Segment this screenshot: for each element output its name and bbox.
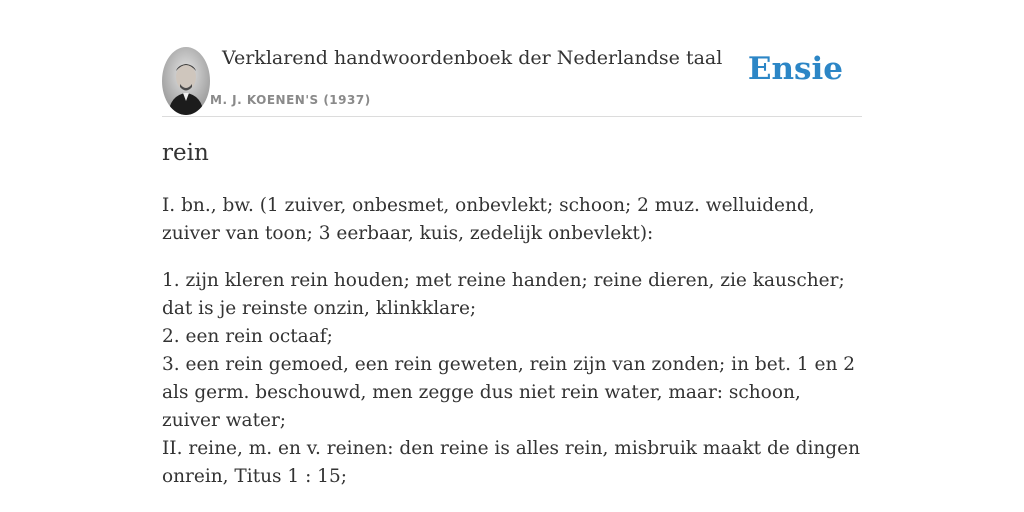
ensie-logo-link[interactable]: Ensie	[747, 51, 843, 87]
site-header	[162, 44, 862, 117]
book-title: Verklarend handwoordenboek der Nederlandse taal	[222, 47, 723, 69]
entry-part-two: II. reine, m. en v. reinen: den reine is alles rein, misbruik maakt de dingen onrein, Titus 1 : 15;	[162, 438, 861, 487]
entry-examples	[162, 267, 862, 435]
book-author: M. J. KOENEN'S (1937)	[210, 93, 371, 107]
entry-definition: I. bn., bw. (1 zuiver, onbesmet, onbevlekt; schoon; 2 muz. welluidend, zuiver van toon; 3 eerbaar, kuis, zedelijk onbevlekt):	[162, 195, 815, 244]
entry-headword: rein	[162, 140, 209, 166]
portrait-image	[162, 47, 210, 115]
example-line: 1. zijn kleren rein houden; met reine handen; reine dieren, zie kauscher; dat is je reinste onzin, klinkklare;	[162, 270, 845, 319]
author-portrait-icon	[162, 47, 210, 115]
example-line: 2. een rein octaaf;	[162, 326, 333, 347]
example-line: 3. een rein gemoed, een rein geweten, rein zijn van zonden; in bet. 1 en 2 als germ. beschouwd, men zegge dus niet rein water, maar: schoon, zuiver water;	[162, 354, 856, 431]
